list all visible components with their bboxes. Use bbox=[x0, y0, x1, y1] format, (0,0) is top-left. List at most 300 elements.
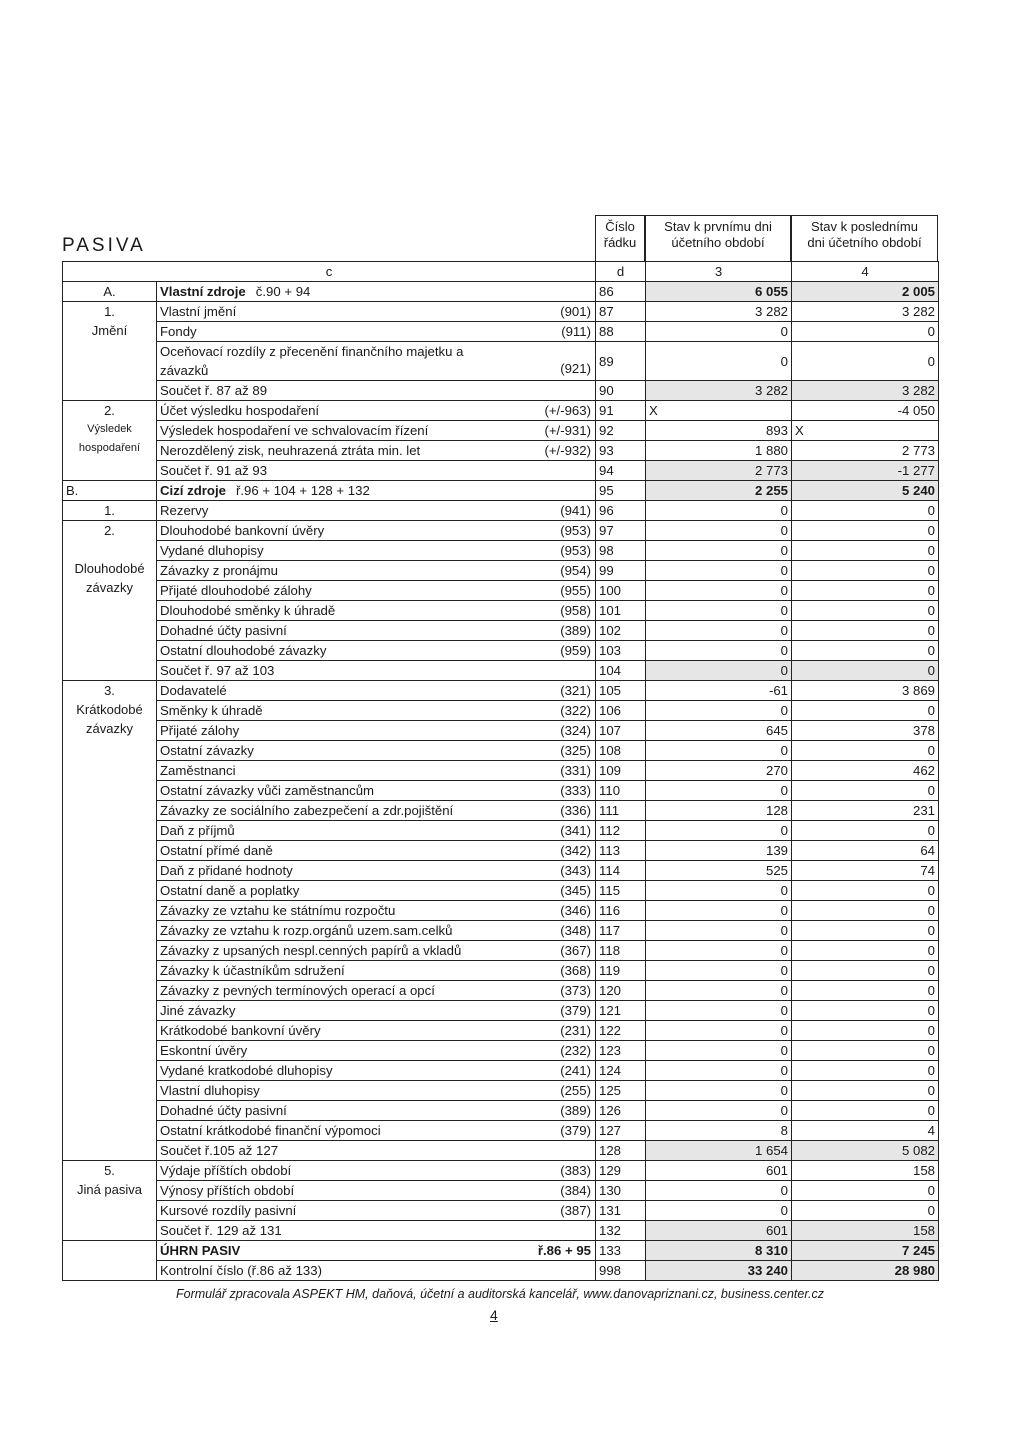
value-first-day: 0 bbox=[646, 601, 792, 621]
row-number: 92 bbox=[596, 421, 646, 441]
row-label bbox=[157, 441, 596, 461]
value-last-day: 3 869 bbox=[792, 681, 939, 701]
value-last-day: 0 bbox=[792, 322, 939, 342]
value-last-day: -1 277 bbox=[792, 461, 939, 481]
section-label bbox=[63, 1161, 157, 1241]
value-last-day: 0 bbox=[792, 1021, 939, 1041]
value-first-day: 0 bbox=[646, 521, 792, 541]
section-label-line: B. bbox=[66, 483, 79, 498]
row-label bbox=[157, 1261, 596, 1281]
row-number: 96 bbox=[596, 501, 646, 521]
row-label bbox=[157, 781, 596, 801]
row-label-text: Ostatní krátkodobé finanční výpomoci bbox=[160, 1123, 381, 1138]
value-first-day: 139 bbox=[646, 841, 792, 861]
value-first-day: 601 bbox=[646, 1221, 792, 1241]
value-last-day: 0 bbox=[792, 901, 939, 921]
row-number: 94 bbox=[596, 461, 646, 481]
section-label bbox=[63, 681, 157, 1161]
column-header-line: Stav k poslednímu bbox=[811, 219, 918, 234]
column-header-first-day bbox=[645, 215, 791, 261]
section-label bbox=[63, 521, 157, 681]
value-first-day: 0 bbox=[646, 621, 792, 641]
value-first-day: 0 bbox=[646, 781, 792, 801]
row-number: 120 bbox=[596, 981, 646, 1001]
account-code: (+/-931) bbox=[544, 423, 591, 438]
row-label-text: Eskontní úvěry bbox=[160, 1043, 248, 1058]
section-label-line: závazky bbox=[86, 721, 133, 736]
section-label-line: 2. bbox=[104, 523, 115, 538]
value-first-day: 33 240 bbox=[646, 1261, 792, 1281]
table-row bbox=[63, 641, 939, 661]
column-header-row-number bbox=[595, 215, 645, 261]
row-label bbox=[157, 801, 596, 821]
account-code: (941) bbox=[560, 503, 591, 518]
table-row bbox=[63, 741, 939, 761]
value-last-day: 0 bbox=[792, 781, 939, 801]
row-label-text: Výdaje příštích období bbox=[160, 1163, 292, 1178]
account-code: (959) bbox=[560, 643, 591, 658]
value-last-day: 0 bbox=[792, 1201, 939, 1221]
account-code: (333) bbox=[560, 783, 591, 798]
row-number: 130 bbox=[596, 1181, 646, 1201]
row-number: 124 bbox=[596, 1061, 646, 1081]
value-first-day: 0 bbox=[646, 821, 792, 841]
form-footer-note: Formulář zpracovala ASPEKT HM, daňová, účetní a auditorská kancelář, www.danovapriznani.cz, business.center.cz bbox=[176, 1287, 824, 1301]
table-row bbox=[63, 1241, 939, 1261]
row-label-text: Součet ř. 91 až 93 bbox=[160, 463, 268, 478]
value-first-day: 128 bbox=[646, 801, 792, 821]
row-label bbox=[157, 1221, 596, 1241]
row-label-text: Směnky k úhradě bbox=[160, 703, 263, 718]
value-last-day: 0 bbox=[792, 741, 939, 761]
row-label-text: Vydané dluhopisy bbox=[160, 543, 264, 558]
value-first-day: 0 bbox=[646, 961, 792, 981]
row-label-text: Přijaté zálohy bbox=[160, 723, 240, 738]
value-first-day: 0 bbox=[646, 701, 792, 721]
value-first-day: 0 bbox=[646, 741, 792, 761]
value-last-day: 0 bbox=[792, 1061, 939, 1081]
table-row bbox=[63, 1181, 939, 1201]
table-row bbox=[63, 561, 939, 581]
row-label bbox=[157, 841, 596, 861]
account-code: (387) bbox=[560, 1203, 591, 1218]
table-row bbox=[63, 981, 939, 1001]
value-last-day: 0 bbox=[792, 541, 939, 561]
account-code: (322) bbox=[560, 703, 591, 718]
row-label bbox=[157, 881, 596, 901]
row-label-text: Nerozdělený zisk, neuhrazená ztráta min. let bbox=[160, 443, 421, 458]
row-number: 132 bbox=[596, 1221, 646, 1241]
row-number: 87 bbox=[596, 302, 646, 322]
row-label-text: Závazky z pronájmu bbox=[160, 563, 278, 578]
row-label-text: Součet ř. 129 až 131 bbox=[160, 1223, 282, 1238]
account-code: (255) bbox=[560, 1083, 591, 1098]
table-row bbox=[63, 901, 939, 921]
account-code: (345) bbox=[560, 883, 591, 898]
value-first-day: 0 bbox=[646, 1021, 792, 1041]
row-label bbox=[157, 901, 596, 921]
value-first-day: 0 bbox=[646, 1181, 792, 1201]
row-number: 113 bbox=[596, 841, 646, 861]
account-code: (954) bbox=[560, 563, 591, 578]
account-code: ř.86 + 95 bbox=[537, 1243, 591, 1258]
value-last-day: 7 245 bbox=[792, 1241, 939, 1261]
row-label-text: Výnosy příštích období bbox=[160, 1183, 295, 1198]
table-header bbox=[62, 211, 938, 261]
value-first-day: 0 bbox=[646, 581, 792, 601]
value-last-day: 5 240 bbox=[792, 481, 939, 501]
value-first-day: 0 bbox=[646, 501, 792, 521]
page-number: 4 bbox=[490, 1307, 498, 1323]
section-label-line bbox=[66, 540, 153, 559]
row-label-text: Ostatní dlouhodobé závazky bbox=[160, 643, 327, 658]
row-label-text: Dlouhodobé bankovní úvěry bbox=[160, 523, 325, 538]
column-header-line: účetního období bbox=[671, 235, 765, 250]
account-code: (348) bbox=[560, 923, 591, 938]
value-last-day: 0 bbox=[792, 821, 939, 841]
table-row bbox=[63, 1261, 939, 1281]
account-code: (241) bbox=[560, 1063, 591, 1078]
value-first-day: 645 bbox=[646, 721, 792, 741]
row-label-text: Daň z přidané hodnoty bbox=[160, 863, 293, 878]
account-code: (368) bbox=[560, 963, 591, 978]
row-number: 115 bbox=[596, 881, 646, 901]
row-label-text: Závazky ze vztahu k rozp.orgánů uzem.sam.celků bbox=[160, 923, 453, 938]
value-last-day: 2 005 bbox=[792, 282, 939, 302]
column-header-last-day bbox=[791, 215, 938, 261]
section-label-line: Jmění bbox=[91, 323, 128, 338]
value-last-day: 0 bbox=[792, 501, 939, 521]
value-first-day: 0 bbox=[646, 1201, 792, 1221]
value-last-day: 0 bbox=[792, 601, 939, 621]
row-label-text: Součet ř. 97 až 103 bbox=[160, 663, 275, 678]
row-label-text: Krátkodobé bankovní úvěry bbox=[160, 1023, 321, 1038]
row-number: 125 bbox=[596, 1081, 646, 1101]
value-first-day: 0 bbox=[646, 322, 792, 342]
table-row bbox=[63, 1201, 939, 1221]
pasiva-table bbox=[62, 261, 939, 1281]
table-row bbox=[63, 1161, 939, 1181]
row-label bbox=[157, 1061, 596, 1081]
row-label bbox=[157, 941, 596, 961]
row-number: 998 bbox=[596, 1261, 646, 1281]
row-label bbox=[157, 741, 596, 761]
value-last-day: 0 bbox=[792, 561, 939, 581]
row-label bbox=[157, 1121, 596, 1141]
row-number: 102 bbox=[596, 621, 646, 641]
row-label bbox=[157, 861, 596, 881]
account-code: (958) bbox=[560, 603, 591, 618]
row-label bbox=[157, 681, 596, 701]
row-label-text: Závazky k účastníkům sdružení bbox=[160, 963, 345, 978]
row-label bbox=[157, 661, 596, 681]
table-row bbox=[63, 322, 939, 342]
value-last-day: 0 bbox=[792, 1041, 939, 1061]
row-number: 123 bbox=[596, 1041, 646, 1061]
row-label bbox=[157, 1141, 596, 1161]
row-number: 104 bbox=[596, 661, 646, 681]
row-number: 101 bbox=[596, 601, 646, 621]
row-label-text: Ostatní závazky vůči zaměstnancům bbox=[160, 783, 375, 798]
row-label-text: Daň z příjmů bbox=[160, 823, 235, 838]
pasiva-sheet bbox=[62, 211, 938, 1281]
table-row bbox=[63, 302, 939, 322]
row-number: 116 bbox=[596, 901, 646, 921]
row-number: 103 bbox=[596, 641, 646, 661]
account-code: (921) bbox=[560, 361, 591, 376]
account-code: (953) bbox=[560, 523, 591, 538]
row-label bbox=[157, 601, 596, 621]
row-number: 109 bbox=[596, 761, 646, 781]
row-label bbox=[157, 1201, 596, 1221]
account-code: (343) bbox=[560, 863, 591, 878]
table-row bbox=[63, 1141, 939, 1161]
row-number: 86 bbox=[596, 282, 646, 302]
table-row bbox=[63, 1081, 939, 1101]
value-last-day: 3 282 bbox=[792, 302, 939, 322]
value-first-day: 0 bbox=[646, 541, 792, 561]
value-first-day: 0 bbox=[646, 1061, 792, 1081]
value-first-day: 2 255 bbox=[646, 481, 792, 501]
value-first-day: X bbox=[646, 401, 792, 421]
value-first-day: 270 bbox=[646, 761, 792, 781]
row-label-text: Účet výsledku hospodaření bbox=[160, 403, 320, 418]
row-number: 110 bbox=[596, 781, 646, 801]
value-first-day: 0 bbox=[646, 641, 792, 661]
table-row bbox=[63, 1121, 939, 1141]
row-label-text: Součet ř.105 až 127 bbox=[160, 1143, 279, 1158]
value-first-day: 0 bbox=[646, 901, 792, 921]
value-last-day: 4 bbox=[792, 1121, 939, 1141]
value-last-day: 158 bbox=[792, 1221, 939, 1241]
account-code: (379) bbox=[560, 1003, 591, 1018]
table-row bbox=[63, 1001, 939, 1021]
section-label-line: A. bbox=[103, 284, 116, 299]
table-row bbox=[63, 401, 939, 421]
row-label bbox=[157, 302, 596, 322]
row-number: 131 bbox=[596, 1201, 646, 1221]
value-first-day: 0 bbox=[646, 1101, 792, 1121]
value-last-day: 2 773 bbox=[792, 441, 939, 461]
value-first-day: 0 bbox=[646, 1081, 792, 1101]
row-label bbox=[157, 1001, 596, 1021]
row-label bbox=[157, 1021, 596, 1041]
section-label-line: hospodaření bbox=[78, 442, 141, 454]
column-index-row bbox=[63, 262, 939, 282]
row-label-text: Ostatní daně a poplatky bbox=[160, 883, 300, 898]
value-last-day: 5 082 bbox=[792, 1141, 939, 1161]
row-label-text: Vydané kratkodobé dluhopisy bbox=[160, 1063, 333, 1078]
section-label-line: Výsledek bbox=[87, 423, 132, 435]
account-code: (383) bbox=[560, 1163, 591, 1178]
value-first-day: 2 773 bbox=[646, 461, 792, 481]
value-first-day: 8 bbox=[646, 1121, 792, 1141]
section-label-line: 1. bbox=[104, 503, 115, 518]
value-last-day: 0 bbox=[792, 1101, 939, 1121]
row-number: 89 bbox=[596, 342, 646, 381]
account-code: (+/-932) bbox=[544, 443, 591, 458]
row-label bbox=[157, 501, 596, 521]
table-row bbox=[63, 701, 939, 721]
value-first-day: 3 282 bbox=[646, 381, 792, 401]
row-number: 106 bbox=[596, 701, 646, 721]
value-first-day: 0 bbox=[646, 981, 792, 1001]
table-row bbox=[63, 821, 939, 841]
section-label-line: závazky bbox=[86, 580, 133, 595]
section-label-line: 2. bbox=[104, 403, 115, 418]
row-label bbox=[157, 481, 596, 501]
row-label bbox=[157, 701, 596, 721]
row-label bbox=[157, 821, 596, 841]
table-row bbox=[63, 1061, 939, 1081]
value-last-day: 0 bbox=[792, 1001, 939, 1021]
row-number: 122 bbox=[596, 1021, 646, 1041]
value-last-day: 0 bbox=[792, 621, 939, 641]
table-row bbox=[63, 521, 939, 541]
account-code: (324) bbox=[560, 723, 591, 738]
value-last-day: 0 bbox=[792, 641, 939, 661]
value-first-day: 0 bbox=[646, 921, 792, 941]
account-code: (321) bbox=[560, 683, 591, 698]
row-label bbox=[157, 921, 596, 941]
section-label-line: 5. bbox=[104, 1163, 115, 1178]
row-label-text: Zaměstnanci bbox=[160, 763, 236, 778]
value-first-day: 3 282 bbox=[646, 302, 792, 322]
row-label bbox=[157, 322, 596, 342]
row-label-text: Ostatní přímé daně bbox=[160, 843, 273, 858]
value-last-day: 0 bbox=[792, 521, 939, 541]
value-last-day: 0 bbox=[792, 921, 939, 941]
table-row bbox=[63, 601, 939, 621]
row-label bbox=[157, 1101, 596, 1121]
account-code: (389) bbox=[560, 623, 591, 638]
row-number: 128 bbox=[596, 1141, 646, 1161]
value-last-day: 0 bbox=[792, 1181, 939, 1201]
page-title: PASIVA bbox=[62, 235, 146, 256]
value-first-day: 0 bbox=[646, 561, 792, 581]
value-last-day: 3 282 bbox=[792, 381, 939, 401]
value-last-day: 0 bbox=[792, 941, 939, 961]
value-first-day: 0 bbox=[646, 661, 792, 681]
row-number: 112 bbox=[596, 821, 646, 841]
row-number: 108 bbox=[596, 741, 646, 761]
value-first-day: 8 310 bbox=[646, 1241, 792, 1261]
section-label-line: Jiná pasiva bbox=[76, 1182, 143, 1197]
account-code: (+/-963) bbox=[544, 403, 591, 418]
table-row bbox=[63, 1041, 939, 1061]
value-last-day: 28 980 bbox=[792, 1261, 939, 1281]
row-number: 127 bbox=[596, 1121, 646, 1141]
row-label-text: Vlastní dluhopisy bbox=[160, 1083, 260, 1098]
row-label-text: Jiné závazky bbox=[160, 1003, 236, 1018]
column-header-line: Číslo bbox=[605, 219, 635, 234]
row-label-text: Oceňovací rozdíly z přecenění finančního majetku a bbox=[160, 344, 464, 359]
row-label bbox=[157, 1081, 596, 1101]
row-label bbox=[157, 541, 596, 561]
row-label bbox=[157, 561, 596, 581]
value-last-day: 158 bbox=[792, 1161, 939, 1181]
row-label-text: Závazky ze sociálního zabezpečení a zdr.pojištění bbox=[160, 803, 454, 818]
account-code: (231) bbox=[560, 1023, 591, 1038]
table-row bbox=[63, 941, 939, 961]
row-label-text: Závazky z pevných termínových operací a opcí bbox=[160, 983, 435, 998]
value-last-day: 0 bbox=[792, 961, 939, 981]
account-code: (373) bbox=[560, 983, 591, 998]
row-label-text: Rezervy bbox=[160, 503, 209, 518]
value-last-day: 64 bbox=[792, 841, 939, 861]
value-first-day: 0 bbox=[646, 1001, 792, 1021]
row-label-text: Dohadné účty pasivní bbox=[160, 623, 287, 638]
section-label bbox=[63, 282, 157, 302]
row-label-text: Cizí zdroje bbox=[160, 483, 226, 498]
row-label-text: Fondy bbox=[160, 324, 197, 339]
account-code: (389) bbox=[560, 1103, 591, 1118]
table-row bbox=[63, 861, 939, 881]
row-label bbox=[157, 641, 596, 661]
table-row bbox=[63, 421, 939, 441]
row-label-text: Dohadné účty pasivní bbox=[160, 1103, 287, 1118]
value-last-day: -4 050 bbox=[792, 401, 939, 421]
value-last-day: 74 bbox=[792, 861, 939, 881]
value-first-day: 1 880 bbox=[646, 441, 792, 461]
table-row bbox=[63, 841, 939, 861]
row-number: 121 bbox=[596, 1001, 646, 1021]
table-row bbox=[63, 761, 939, 781]
row-label bbox=[157, 581, 596, 601]
table-row bbox=[63, 1101, 939, 1121]
row-label bbox=[157, 421, 596, 441]
row-label-text-line2: závazků bbox=[160, 363, 209, 378]
value-last-day: 0 bbox=[792, 661, 939, 681]
row-number: 114 bbox=[596, 861, 646, 881]
column-header-line: dni účetního období bbox=[807, 235, 922, 250]
row-label-text: Kontrolní číslo (ř.86 až 133) bbox=[160, 1263, 322, 1278]
row-number: 129 bbox=[596, 1161, 646, 1181]
value-last-day: 0 bbox=[792, 342, 939, 381]
row-label-text: Závazky z upsaných nespl.cenných papírů a vkladů bbox=[160, 943, 462, 958]
table-row bbox=[63, 921, 939, 941]
table-row bbox=[63, 681, 939, 701]
value-first-day: 525 bbox=[646, 861, 792, 881]
row-label bbox=[157, 521, 596, 541]
row-label bbox=[157, 1161, 596, 1181]
table-row bbox=[63, 961, 939, 981]
row-number: 93 bbox=[596, 441, 646, 461]
value-first-day: 0 bbox=[646, 1041, 792, 1061]
table-row bbox=[63, 461, 939, 481]
row-label bbox=[157, 1181, 596, 1201]
row-label-text: Závazky ze vztahu ke státnímu rozpočtu bbox=[160, 903, 396, 918]
row-label bbox=[157, 381, 596, 401]
table-row bbox=[63, 481, 939, 501]
row-label bbox=[157, 1041, 596, 1061]
row-number: 133 bbox=[596, 1241, 646, 1261]
row-number: 126 bbox=[596, 1101, 646, 1121]
row-label-text: Vlastní jmění bbox=[160, 304, 237, 319]
row-number: 90 bbox=[596, 381, 646, 401]
account-code: (901) bbox=[560, 304, 591, 319]
table-row bbox=[63, 541, 939, 561]
value-last-day: X bbox=[792, 421, 939, 441]
row-label bbox=[157, 401, 596, 421]
table-row bbox=[63, 781, 939, 801]
section-label-line: Dlouhodobé bbox=[74, 561, 145, 576]
section-label bbox=[63, 501, 157, 521]
table-row bbox=[63, 801, 939, 821]
row-number: 98 bbox=[596, 541, 646, 561]
row-label bbox=[157, 1241, 596, 1261]
table-row bbox=[63, 721, 939, 741]
